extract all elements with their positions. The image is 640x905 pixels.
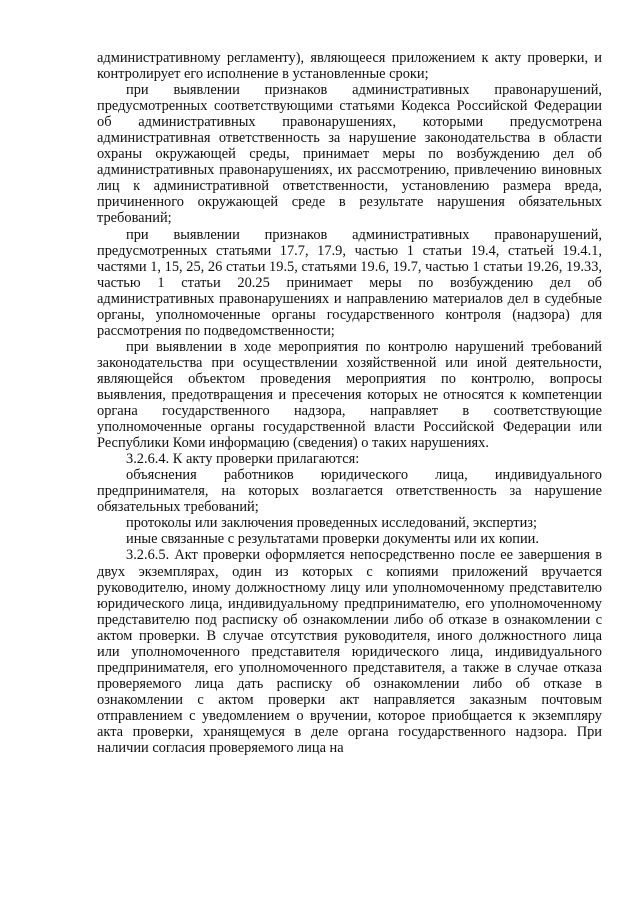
paragraph-administrative-violations-articles: при выявлении признаков административных правонарушений, предусмотренных статьями 17.7, 17.9, частью 1 статьи 19.4, статьей 19.4.1, частями 1, 15, 25, 26 статьи 19.5, статьями 19.6, 19.7, частью 1 статьи 19.26, 19.33, частью 1 статьи 20.25 принимает меры по возбуждению дел об административных правонарушениях и направлению материалов дел в судебные органы, уполномоченные органы государственного контроля (надзора) для рассмотрения по подведомственности; (97, 226, 602, 339)
paragraph-violations-outside-competence: при выявлении в ходе мероприятия по контролю нарушений требований законодательства при осуществлении хозяйственной или иной деятельности, являющейся объектом проведения мероприятия по контролю, вопросы выявления, предотвращения и пресечения которых не относятся к компетенции органа государственного надзора, направляет в соответствующие уполномоченные органы государственной власти Российской Федерации или Республики Коми информацию (сведения) о таких нарушениях. (97, 338, 602, 452)
paragraph-section-3-2-6-4-heading: 3.2.6.4. К акту проверки прилагаются: (126, 451, 360, 468)
paragraph-attachment-other-documents: иные связанные с результатами проверки документы или их копии. (126, 531, 539, 548)
paragraph-section-3-2-6-5: 3.2.6.5. Акт проверки оформляется непосредственно после ее завершения в двух экземплярах, один из которых с копиями приложений вручается руководителю, иному должностному лицу или уполномоченному представителю юридического лица, индивидуальному предпринимателю, его уполномоченному представителю под расписку об ознакомлении либо об отказе в ознакомлении с актом проверки. В случае отсутствия руководителя, иного должностного лица или уполномоченного представителя юридического лица, индивидуального предпринимателя, его уполномоченного представителя, а также в случае отказа проверяемого лица дать расписку об ознакомлении либо об отказе в ознакомлении с актом проверки акт направляется заказным почтовым отправлением с уведомлением о вручении, которое приобщается к экземпляру акта проверки, хранящемуся в деле органа государственного надзора. При наличии согласия проверяемого лица на (97, 547, 602, 757)
paragraph-attachment-explanations: объяснения работников юридического лица, индивидуального предпринимателя, на которых возлагается ответственность за нарушение обязательных требований; (97, 467, 602, 516)
document-page (97, 50, 602, 756)
paragraph-attachment-protocols: протоколы или заключения проведенных исследований, экспертиз; (126, 515, 537, 532)
paragraph-regulation-continuation: административному регламенту), являющееся приложением к акту проверки, и контролирует его исполнение в установленные сроки; (97, 50, 602, 83)
paragraph-administrative-violations-koap: при выявлении признаков административных правонарушений, предусмотренных соответствующими статьями Кодекса Российской Федерации об административных правонарушениях, которыми предусмотрена административная ответственность за нарушение законодательства в области охраны окружающей среды, принимает меры по возбуждению дел об административных правонарушениях, их рассмотрению, привлечению виновных лиц к административной ответственности, установлению размера вреда, причиненного окружающей среде в результате нарушения обязательных требований; (97, 82, 602, 227)
